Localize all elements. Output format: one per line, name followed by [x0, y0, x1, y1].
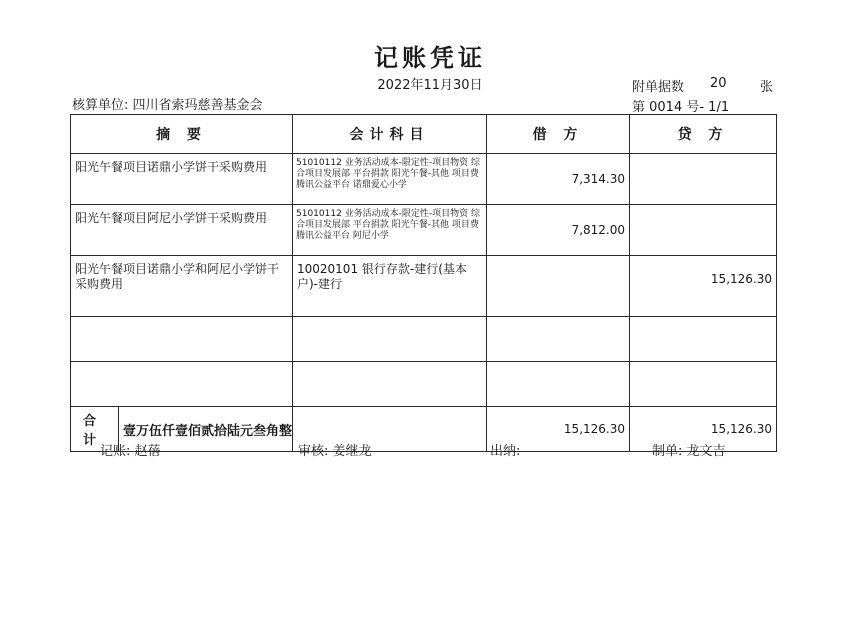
voucher-table — [70, 114, 777, 452]
cashier-signature: 出纳: — [490, 444, 521, 459]
empty-cell — [71, 317, 293, 362]
empty-cell — [293, 317, 487, 362]
entry-summary: 阳光午餐项目诺鼎小学饼干采购费用 — [71, 154, 293, 205]
empty-cell — [630, 362, 777, 407]
col-credit-header: 贷 方 — [630, 115, 777, 154]
accounting-unit — [72, 94, 263, 113]
entry-debit — [487, 256, 630, 317]
entry-credit — [630, 205, 777, 256]
table-row — [71, 256, 777, 317]
total-label: 合 计 — [71, 407, 119, 451]
entry-account: 51010112 业务活动成本-限定性-项目物资 综合项目发展部 平台捐款 阳光午餐-其他 项目费 腾讯公益平台 诺鼎爱心小学 — [293, 154, 487, 205]
entry-credit — [630, 154, 777, 205]
entry-account: 51010112 业务活动成本-限定性-项目物资 综合项目发展部 平台捐款 阳光午餐-其他 项目费 腾讯公益平台 阿尼小学 — [293, 205, 487, 256]
entry-debit: 7,812.00 — [487, 205, 630, 256]
empty-cell — [487, 317, 630, 362]
total-capital-amount: 壹万伍仟壹佰贰拾陆元叁角整 — [122, 423, 292, 439]
entry-debit: 7,314.30 — [487, 154, 630, 205]
empty-cell — [487, 362, 630, 407]
attachment-unit: 张 — [760, 80, 774, 95]
empty-cell — [71, 362, 293, 407]
entry-account: 10020101 银行存款-建行(基本户)-建行 — [293, 256, 487, 317]
entry-summary: 阳光午餐项目诺鼎小学和阿尼小学饼干采购费用 — [71, 256, 293, 317]
auditor-signature: 审核: 姜继龙 — [298, 444, 372, 459]
empty-cell — [630, 317, 777, 362]
preparer-signature: 制单: 龙文吉 — [652, 444, 726, 459]
total-debit: 15,126.30 — [487, 407, 630, 452]
attachment-label: 附单据数 — [632, 80, 685, 95]
bookkeeper-signature: 记账: 赵蓓 — [100, 444, 161, 459]
col-account-header: 会计科目 — [293, 115, 487, 154]
entry-summary: 阳光午餐项目阿尼小学饼干采购费用 — [71, 205, 293, 256]
voucher-number: 第 0014 号- 1/1 — [632, 100, 730, 115]
unit-name: 四川省索玛慈善基金会 — [132, 98, 263, 113]
table-header-row — [71, 115, 777, 154]
total-credit: 15,126.30 — [630, 407, 777, 452]
attachment-info — [632, 76, 774, 95]
voucher-date: 2022年11月30日 — [377, 78, 483, 93]
entry-credit: 15,126.30 — [630, 256, 777, 317]
table-row — [71, 154, 777, 205]
unit-label: 核算单位: — [72, 98, 129, 113]
table-row — [71, 205, 777, 256]
col-summary-header: 摘 要 — [71, 115, 293, 154]
col-debit-header: 借 方 — [487, 115, 630, 154]
table-row-empty — [71, 317, 777, 362]
table-row-empty — [71, 362, 777, 407]
empty-cell — [293, 362, 487, 407]
attachment-count: 20 — [710, 76, 727, 91]
voucher-title: 记账凭证 — [374, 44, 486, 72]
